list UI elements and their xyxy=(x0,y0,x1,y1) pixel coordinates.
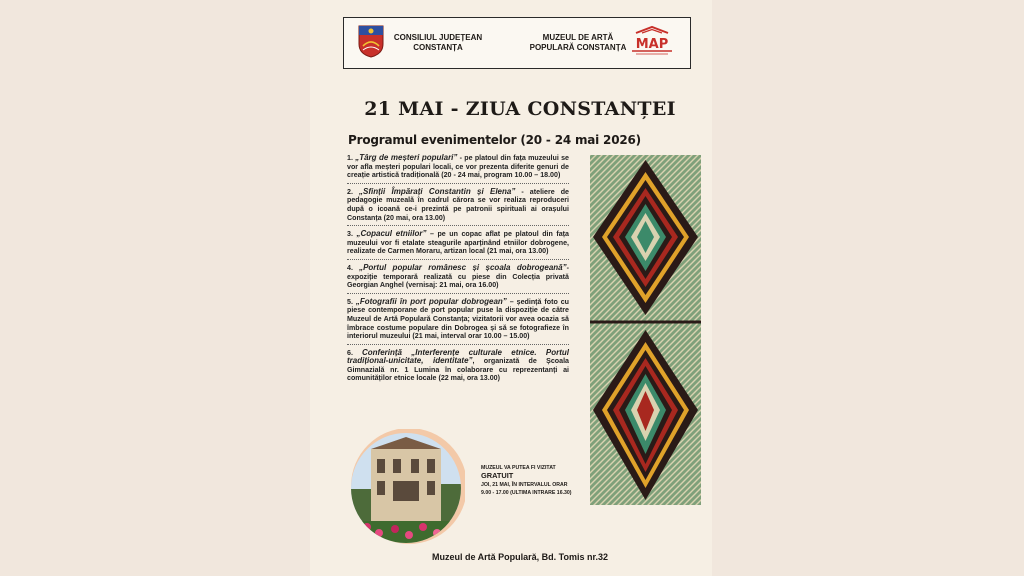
event-description: – pe un copac aflat pe platoul din fața muzeului vor fi etalate steagurile aparținând etniilor dobrogene, realizate de Carmen Moraru, artizan local (21 mai, ora 13.00) xyxy=(347,230,569,256)
program-heading: Programul evenimentelor (20 - 24 mai 2026) xyxy=(348,133,641,147)
page-title: 21 MAI - ZIUA CONSTANȚEI xyxy=(364,98,676,120)
event-item xyxy=(347,230,569,260)
org-left-line1: CONSILIUL JUDEȚEAN xyxy=(393,33,483,42)
museum-building-photo xyxy=(347,429,465,547)
event-name: „Fotografii în port popular dobrogean” xyxy=(355,296,507,306)
event-item xyxy=(347,264,569,294)
map-logo-text: MAP xyxy=(635,37,669,52)
event-number: 5. xyxy=(347,297,353,306)
event-name: „Târg de meșteri populari” xyxy=(355,153,458,162)
event-item xyxy=(347,154,569,184)
textile-pattern-image xyxy=(590,155,701,505)
event-name: Conferință „Interferențe culturale etnice. Portul tradițional-unicitate, identitate” xyxy=(347,347,569,366)
event-number: 2. xyxy=(347,187,353,196)
org-right xyxy=(528,33,628,53)
event-description: – ședință foto cu piese contemporane de port popular puse la dispoziție de către Muzeul de Artă Populară Constanța; vizitatorii vor avea ocazia să îmbrace costume populare din Dobrogea și să se fotografieze în interiorul muzeului (21 mai, interval orar 10.00 – 15.00) xyxy=(347,297,569,341)
event-item xyxy=(347,349,569,386)
event-item xyxy=(347,298,569,345)
museum-address: Muzeul de Artă Populară, Bd. Tomis nr.32 xyxy=(431,552,609,562)
map-logo-icon xyxy=(626,24,678,58)
event-item xyxy=(347,188,569,226)
event-description: - pe platoul din fața muzeului se vor afla meșteri populari locali, ce vor prezenta diferite genuri de creație artistică tradițională (20 - 24 mai, program 10.00 – 18.00) xyxy=(347,154,569,180)
event-number: 1. xyxy=(347,154,353,162)
crest-icon xyxy=(357,24,385,58)
free-entry-note xyxy=(481,464,576,497)
event-number: 6. xyxy=(347,348,353,357)
event-name: „Sfinții Împărați Constantin și Elena” xyxy=(358,186,516,196)
free-note-line1b: GRATUIT xyxy=(481,471,514,480)
event-name: „Portul popular românesc și școala dobrogeană” xyxy=(359,262,567,272)
event-number: 4. xyxy=(347,263,353,272)
org-left xyxy=(386,33,490,53)
org-right-line2: POPULARĂ CONSTANȚA xyxy=(529,43,627,52)
free-note-line3: 9.00 - 17.00 (ULTIMA INTRARE 16.30) xyxy=(481,490,572,496)
event-description: - ateliere de pedagogie muzeală în cadrul cărora se vor realiza reproduceri după o icoană ce-i prezintă pe patronii spirituali ai orașului Constanța (20 mai, ora 13.00) xyxy=(347,187,569,222)
event-name: „Copacul etniilor” xyxy=(356,229,427,239)
free-note-line2: JOI, 21 MAI, ÎN INTERVALUL ORAR xyxy=(481,482,568,488)
event-description: , organizată de Școala Gimnazială nr. 1 Lumina în colaborare cu reprezentanți ai comunităților etnice locale (22 mai, ora 13.00) xyxy=(347,357,569,383)
org-right-line1: MUZEUL DE ARTĂ xyxy=(542,33,614,42)
org-left-line2: CONSTANȚA xyxy=(413,43,463,52)
free-note-line1a: MUZEUL VA PUTEA FI VIZITAT xyxy=(481,465,556,471)
events-list xyxy=(347,154,569,390)
event-description: - expoziție temporară realizată cu piese din Colecția privată Georgian Anghel (vernisaj: 21 mai, ora 16.00) xyxy=(347,263,569,290)
event-number: 3. xyxy=(347,230,353,239)
